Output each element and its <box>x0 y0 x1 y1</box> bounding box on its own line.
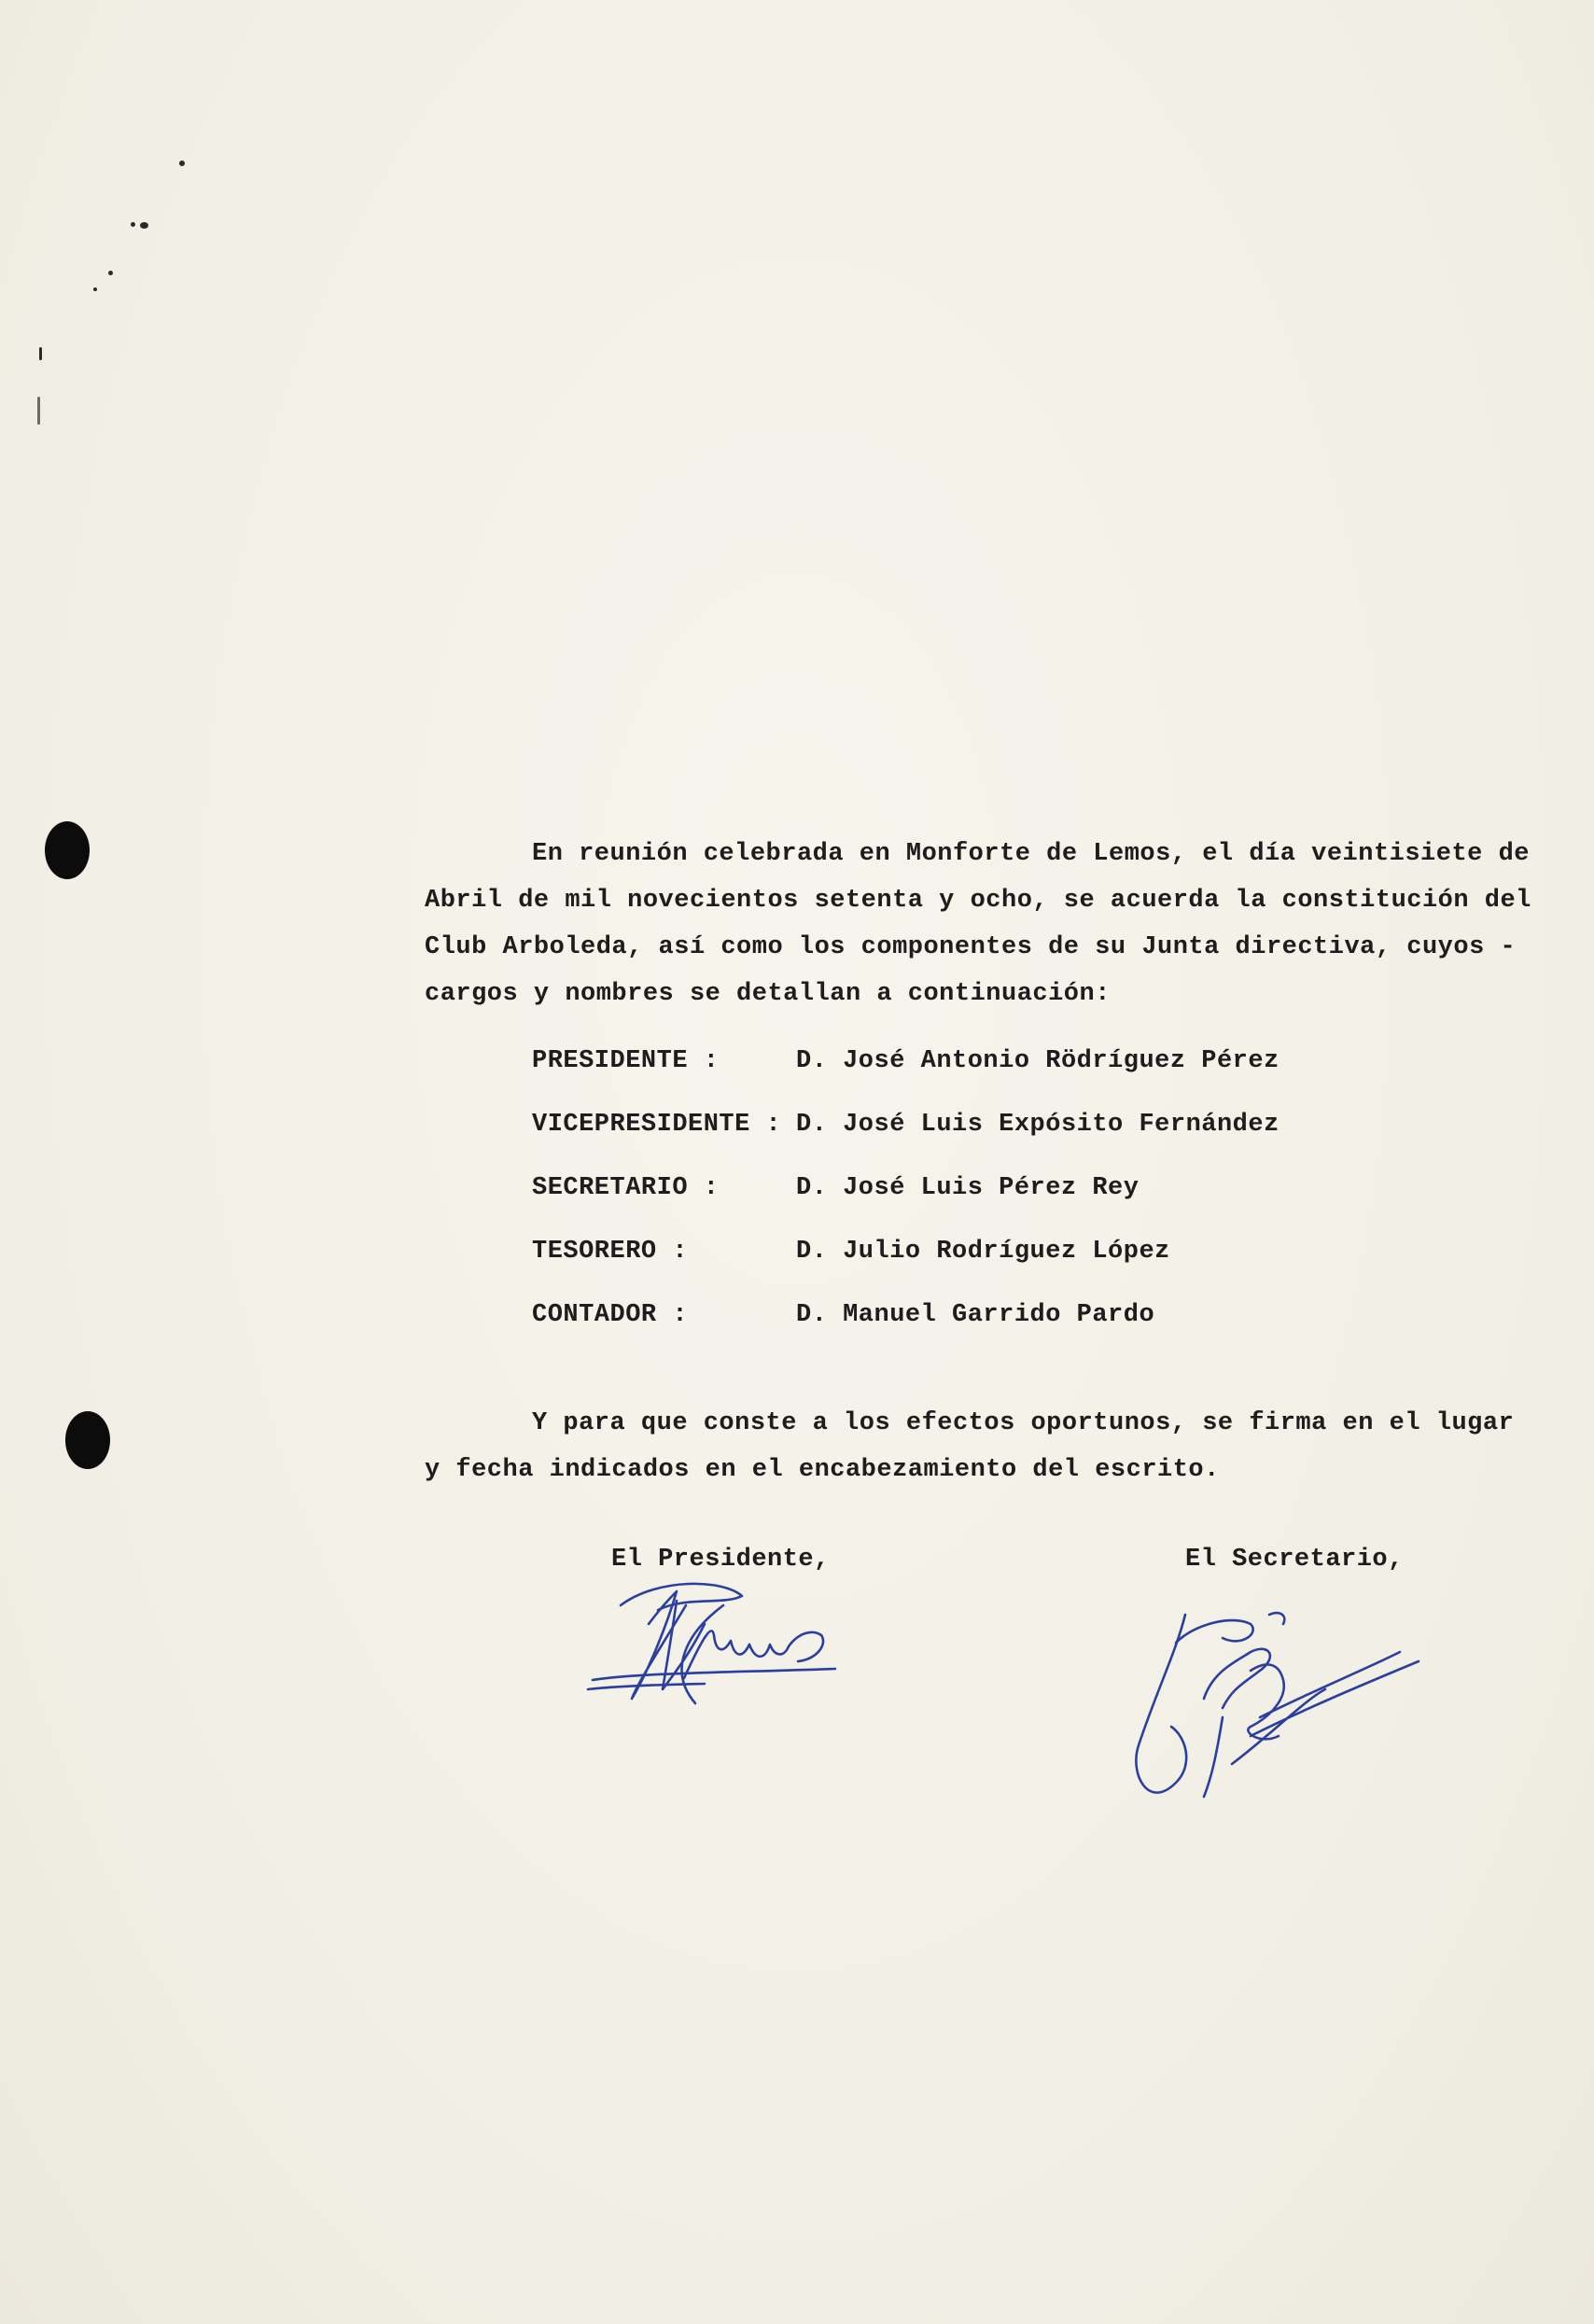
paper-speck <box>131 222 135 227</box>
closing-paragraph <box>425 1400 1535 1493</box>
paper-speck <box>140 222 148 229</box>
officer-role: TESORERO : <box>532 1238 689 1266</box>
secretary-signature <box>1120 1596 1437 1820</box>
punch-hole-bottom <box>65 1411 110 1469</box>
closing-line: y fecha indicados en el encabezamiento del escrito. <box>425 1456 1220 1484</box>
intro-line: Club Arboleda, así como los componentes de su Junta directiva, cuyos - <box>425 933 1517 961</box>
paper-speck <box>179 161 185 166</box>
closing-line: Y para que conste a los efectos oportunos, se firma en el lugar <box>532 1409 1515 1437</box>
paper-speck <box>93 287 97 291</box>
intro-line: cargos y nombres se detallan a continuación: <box>425 980 1111 1008</box>
officer-name: D. José Antonio Rödríguez Pérez <box>796 1047 1279 1075</box>
paper-speck <box>108 271 113 275</box>
officer-name: D. Manuel Garrido Pardo <box>796 1301 1155 1329</box>
president-signature <box>583 1568 854 1717</box>
officer-name: D. José Luis Pérez Rey <box>796 1174 1140 1202</box>
officer-name: D. José Luis Expósito Fernández <box>796 1111 1279 1139</box>
punch-hole-top <box>45 821 90 879</box>
intro-paragraph <box>425 831 1535 1017</box>
paper-speck <box>37 397 40 425</box>
officer-role: PRESIDENTE : <box>532 1047 720 1075</box>
officer-role: CONTADOR : <box>532 1301 689 1329</box>
officer-role: VICEPRESIDENTE : <box>532 1111 782 1139</box>
officer-role: SECRETARIO : <box>532 1174 720 1202</box>
intro-line: Abril de mil novecientos setenta y ocho, se acuerda la constitución del <box>425 887 1531 915</box>
paper-speck <box>39 347 42 360</box>
president-signature-label: El Presidente, <box>611 1546 830 1574</box>
intro-line: En reunión celebrada en Monforte de Lemos, el día veintisiete de <box>532 840 1530 868</box>
secretary-signature-label: El Secretario, <box>1185 1546 1404 1574</box>
officer-name: D. Julio Rodríguez López <box>796 1238 1170 1266</box>
